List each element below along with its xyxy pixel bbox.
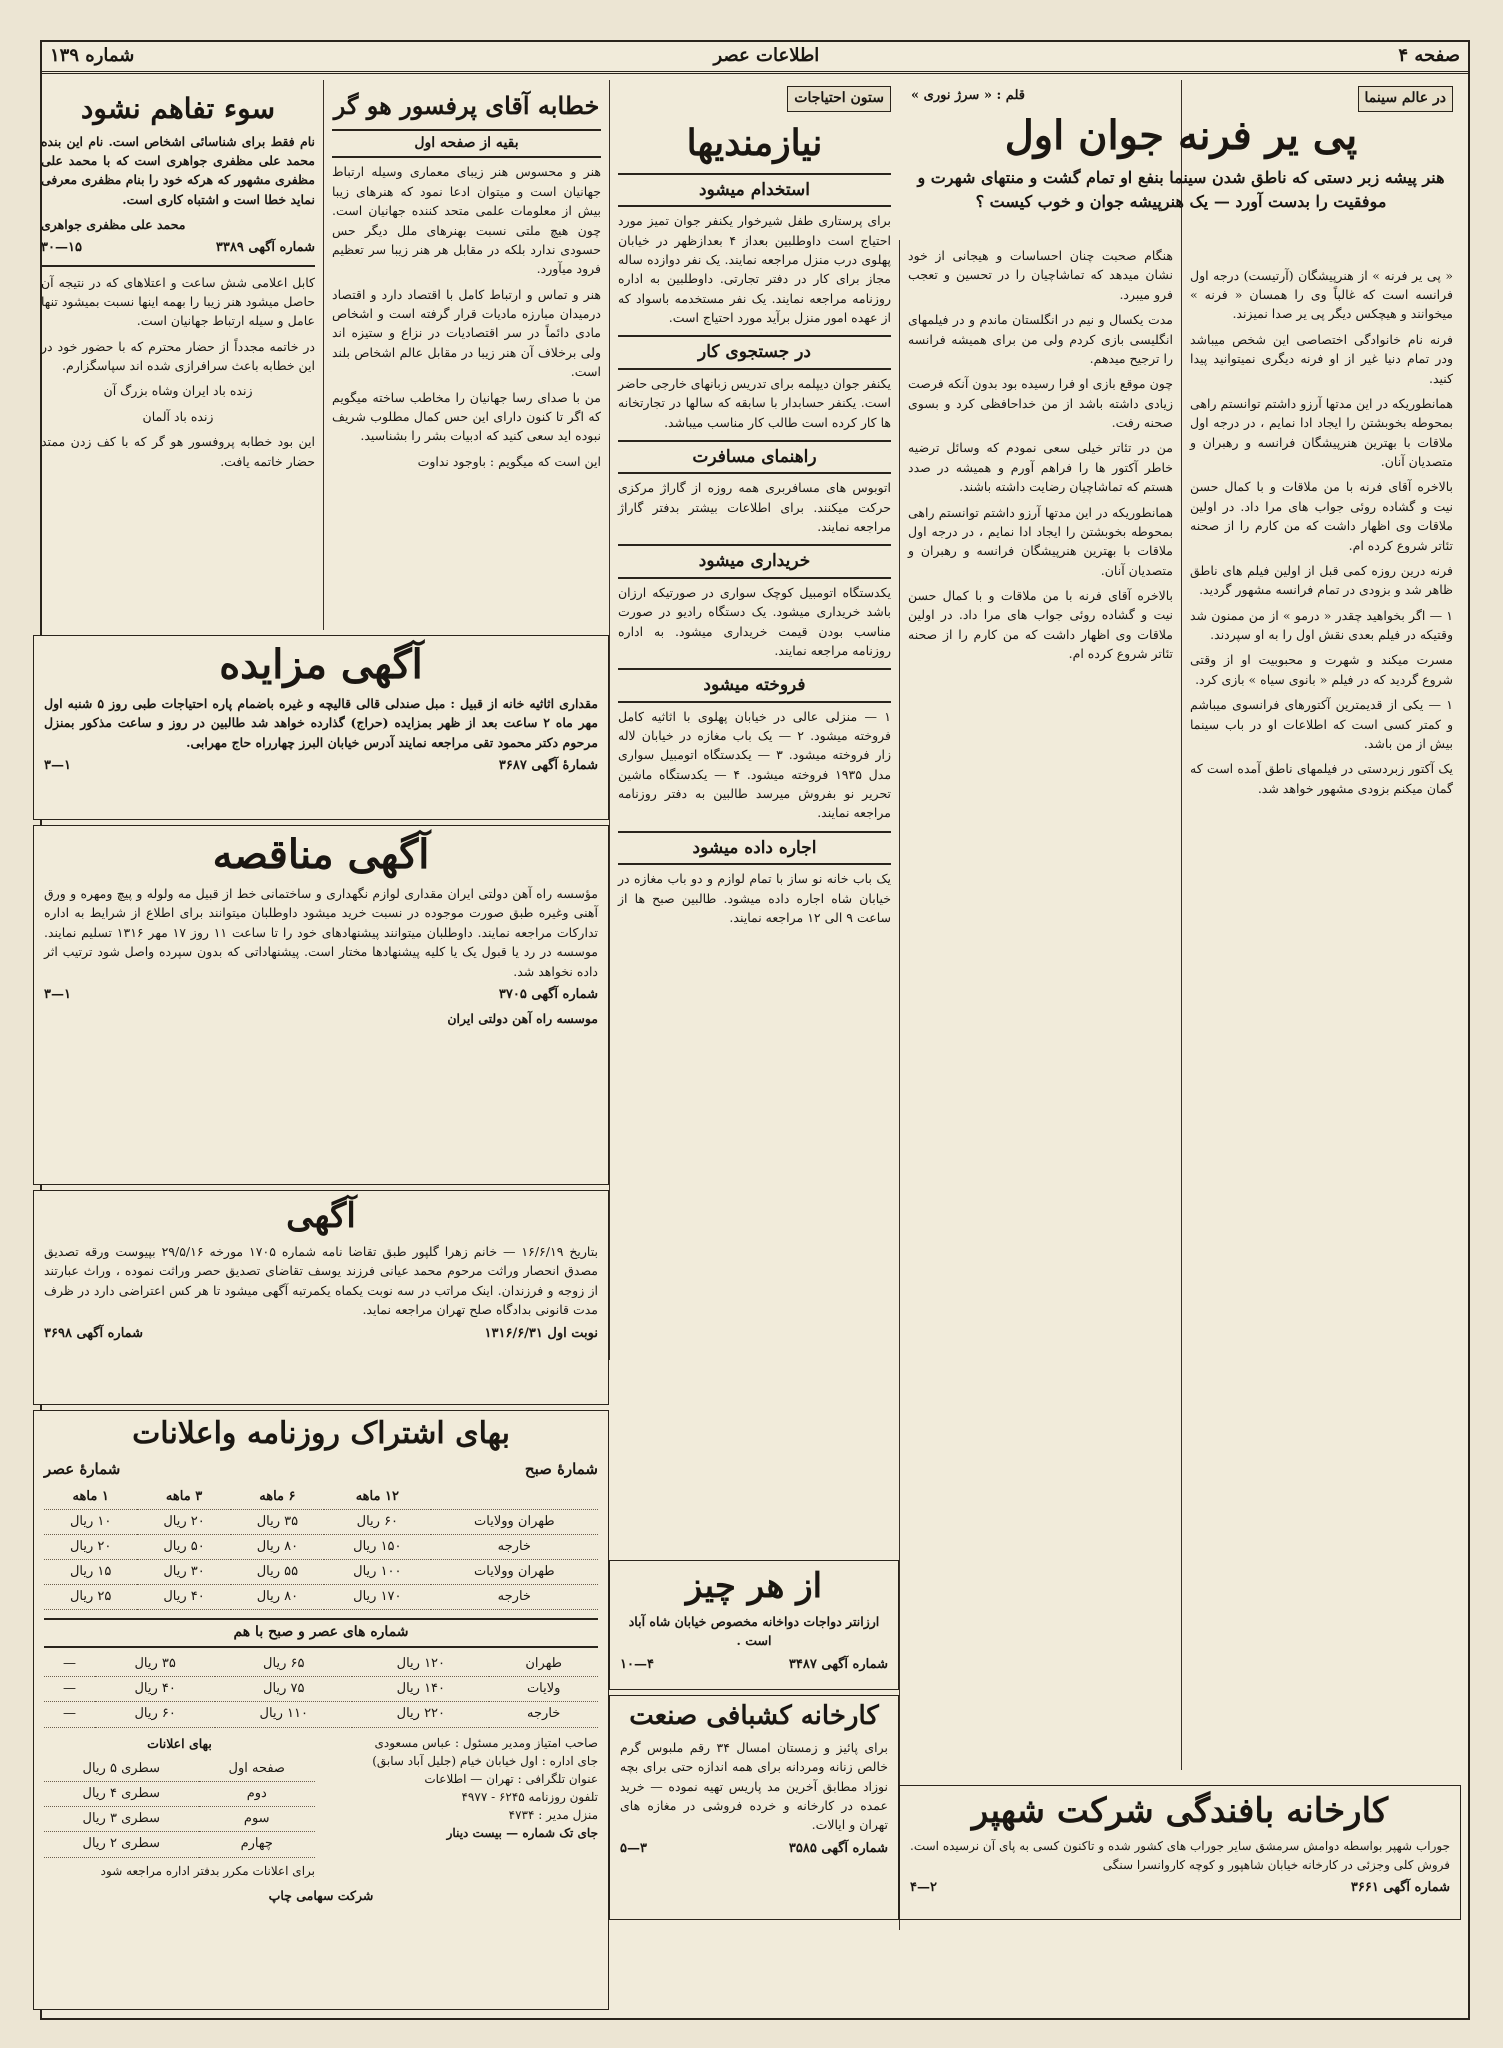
cinema-paragraph: ۱ — اگر بخواهید چقدر « درمو » از من ممنون شد وقتیکه در فیلم بعدی نقش اول را به او سپردند. [1190,607,1453,643]
cinema-paragraph: چون موقع بازی او فرا رسیده بود بدون آنکه فرصت زیادی داشته باشد از من خداحافظی کرد و بسوی صحنه رفت. [908,376,1173,430]
notice-text: نام فقط برای شناسائی اشخاص است. نام این بنده محمد علی مظفری جواهری است که با محمد علی مظفری مشهور که هرکه خود را بنام مظفری معرفی نماید خطا است و اشتباه کاری است. [41,133,315,207]
sale-text: ۱ — منزلی عالی در خیابان پهلوی با اثاثیه کامل فروخته میشود. ۲ — یک باب مغازه در خیابان لاله زار فروخته میشود. ۳ — یکدستگاه اتومبیل سواری مدل ۱۹۳۵ فروخته میشود. ۴ — یکدستگاه ماشین تحریر نو بفروش میرسد طالبین به دفتر روزنامه مراجعه نمایند. [618,708,892,821]
table-row [44,1535,598,1560]
table-cell: ۱۵ ریال [44,1560,137,1585]
cinema-paragraph: ۱ — یکی از قدیمترین آکتورهای فرانسوی میباشم و کمتر کسی است که اطلاعات او در باب سینما بیش از من باشد. [1190,697,1453,751]
table-cell: ولایات [489,1677,598,1702]
morning-edition-label: شمارهٔ صبح [524,1459,598,1478]
probate-ad-number: شماره آگهی ۳۶۹۸ [44,1325,144,1341]
shahpar-ad [899,1785,1461,1920]
page-number: صفحه ۴ [1398,45,1460,66]
speech-paragraph: من با صدای رسا جهانیان را مخاطب ساخته میگویم که اگر تا کنون دارای این حس کمال مطلوب شریف نبوده اید سعی کنید که ادبیات بشر را بشناسید. [332,389,601,444]
misc-ad-number: شماره آگهی ۳۴۸۷ [788,1656,888,1672]
knitting-factory-ad [609,1695,899,1920]
auction-title: آگهی مزایده [219,641,423,688]
auction-ad [33,635,609,820]
tender-title: آگهی مناقصه [212,831,430,878]
table-cell: ۴۰ ریال [137,1585,230,1610]
combined-rates-title: شماره های عصر و صبح با هم [44,1618,598,1648]
table-cell: ۴۰ ریال [95,1677,215,1702]
cinema-headline: پی یر فرنه جوان اول [1004,112,1358,160]
speech-paragraph: هنر و محسوس هنر زیبای معماری وسیله ارتباط جهانیان است و میتوان ادعا نمود که هنرهای زیبا بیش از معلومات علمی متحد کننده جهانیان است. چون هیچ ملتی نسبت بهنرهای ملل دیگر حس حسودی ندارد بلکه در مقابل هر هنر زیبا سر تعظیم فرود میآورد. [332,164,601,277]
job-search-text: یکنفر جوان دیپلمه برای تدریس زبانهای خارجی حاضر است. یکنفر حسابدار با سابقه که سالها در تجارتخانه ها کار کرده است طالب کار مناسب میباشد. [618,375,891,430]
masthead [40,40,1470,74]
table-cell: ۶۰ ریال [95,1702,215,1727]
tender-ad-number: شماره آگهی ۳۷۰۵ [498,986,598,1002]
evening-edition-label: شمارهٔ عصر [44,1459,121,1478]
table-cell: ۱۰۰ ریال [324,1560,431,1585]
misc-ad [609,1560,899,1690]
table-cell: ۳۵ ریال [95,1652,215,1677]
employment-title: استخدام میشود [618,173,891,207]
cinema-subhead: هنر پیشه زبر دستی که ناطق شدن سینما بنفع او تمام گشت و منتهای شهرت و موفقیت را بدست آورد — یک هنرپیشه جوان و خوب کیست ؟ [917,168,1445,212]
table-cell: ۶۰ ریال [324,1509,431,1534]
cinema-paragraph: بالاخره آقای فرنه با من ملاقات و با کمال حسن نیت و گشاده روئی جواب های مرا داد. در اولین ملاقات وی اظهار داشت که من کارم را از صحنه تئاتر شروع کرده ام. [908,588,1173,662]
table-cell: ۱۴۰ ریال [352,1677,489,1702]
morning-rates-table [44,1485,598,1611]
table-header: ۱ ماهه [44,1485,137,1510]
table-cell: طهران وولایات [431,1509,598,1534]
knitting-factory-text: برای پائیز و زمستان امسال ۳۴ رقم ملبوس گرم خالص زنانه ومردانه برای همه اندازه حتی برای بچه نوزاد مطابق آخرین مد پاریس تهیه نموده — خرید عمده در کارخانه و خرده فروشی در مغازه های تهران و ایالات. [620,1739,888,1833]
needs-headline: نیازمندیها [686,121,823,164]
colophon-telegraph: عنوان تلگرافی : تهران — اطلاعات [424,1771,598,1786]
table-row [44,1807,315,1832]
probate-text: بتاریخ ۱۶/۶/۱۹ — خانم زهرا گلپور طبق تقاضا نامه شماره ۱۷۰۵ مورخه ۲۹/۵/۱۶ بپیوست ورقه تصدیق مصدق انحصار وراثت مرحوم محمد عیانی فرزند یوسف تقاضای تصدیق حصر وراثت نموده ، وراث عبارتند از زوجه و فرزندان. اینک مراتب در سه نوبت یکماه یکمرتبه آگهی میشود تا هر کس اعتراضی دارد در ظرف مدت قانونی بدادگاه صلح تهران مراجعه نماید. [44,1244,598,1318]
cinema-paragraph: هنگام صحبت چنان احساسات و هیجانی از خود نشان میدهد که تماشاچیان را در تحسین و تعجب فرو میبرد. [908,248,1173,302]
speech-end-paragraph: کابل اعلامی شش ساعت و اعتلاهای که در نتیجه آن حاصل میشود هنر زیبا را بهمه اینها نسبت بمیشود تنها عامل و سیله ارتباط جهانیان است. [41,274,315,329]
table-cell: سطری ۲ ریال [44,1832,199,1857]
speech-paragraph: هنر و تماس و ارتباط کامل با اقتصاد دارد و اقتصاد درمیدان مبارزه مادیات قرار گرفته است و اشخاص مادی دائماً در سر اقتصادیات در نزاع و ستیزه اند ولی برخلاف آن هنر زیبا در مقابل عالم اشخاص بلند است. [332,286,601,380]
table-row [44,1702,598,1727]
needs-section-label: ستون احتیاجات [787,86,891,112]
table-cell: طهران وولایات [431,1560,598,1585]
table-cell: — [44,1702,95,1727]
tender-signer: موسسه راه آهن دولتی ایران [447,1011,598,1027]
table-cell: ۱۷۰ ریال [324,1585,431,1610]
table-cell: ۱۰ ریال [44,1509,137,1534]
table-cell: ۸۰ ریال [231,1535,324,1560]
table-cell: خارجه [431,1585,598,1610]
table-cell: ۲۰ ریال [44,1535,137,1560]
cinema-paragraph: فرنه درین روزه کمی قبل از اولین فیلم های ناطق ظاهر شد و بزودی در تمام فرانسه مشهور گردید. [1190,562,1453,598]
misc-ad-text: ارزانتر دواجات دواخانه مخصوص خیابان شاه آباد است . [628,1614,880,1649]
cinema-column-right [1181,80,1461,1770]
table-cell: خارجه [431,1535,598,1560]
cinema-paragraph: یک آکتور زبردستی در فیلمهای ناطق آمده است که گمان میکنم بزودی مشهور خواهد شد. [1190,761,1453,796]
speech-end-line: زنده باد آلمان [142,408,214,424]
probate-notice [33,1190,609,1405]
table-row [44,1560,598,1585]
probate-title: آگهی [286,1196,356,1236]
cinema-paragraph: « پی یر فرنه » از هنرپیشگان (آرتیست) درجه اول فرانسه است که غالباً وی را همسان « فرنه » میخوانند و هیچکس دیگر پی یر صدا نمیزند. [1190,267,1453,322]
printer-name: شرکت سهامی چاپ [268,1887,374,1903]
knitting-factory-title: کارخانه کشبافی صنعت [629,1701,879,1731]
table-cell: سوم [199,1807,316,1832]
table-cell: — [44,1677,95,1702]
ads-rates-title: بهای اعلانات [147,1735,212,1751]
cinema-section-label: در عالم سینما [1358,86,1453,112]
paper-name: اطلاعات عصر [713,45,820,66]
table-cell: — [44,1652,95,1677]
auction-ad-number: شمارهٔ آگهی ۳۶۸۷ [498,758,598,774]
table-header [431,1485,598,1510]
table-cell: ۲۲۰ ریال [352,1702,489,1727]
employment-text: برای پرستاری طفل شیرخوار یکنفر جوان تمیز مورد احتیاج است داوطلبین بعداز ۴ بعدازظهر در خیابان پهلوی درب منزل مراجعه نمایند. یک نفر دوازده ساله مجاز برای کار در دفتر تجارتی. داوطلبین به اداره روزنامه مراجعه نمایند. یک نفر مستخدمه باسواد که از عهده امور منزل برآید مورد احتیاج است. [618,213,891,326]
colophon-owner: صاحب امتیاز ومدیر مسئول : عباس مسعودی [374,1735,598,1750]
job-search-title: در جستجوی کار [618,335,891,369]
speech-headline: خطابه آقای پرفسور هو گر [333,91,600,120]
table-row [44,1652,598,1677]
table-row [44,1757,315,1782]
misc-ad-title: از هر چیز [685,1566,823,1606]
table-cell: خارجه [489,1702,598,1727]
rent-text: یک باب خانه نو ساز با تمام لوازم و دو باب مغازه در خیابان شاه اجاره داده میشود. طالبین صبح ها از ساعت ۹ الی ۱۲ مراجعه نمایند. [618,871,891,925]
table-cell: طهران [489,1652,598,1677]
knitting-factory-code: ۳—۵ [620,1840,647,1856]
cinema-paragraph: فرنه نام خانوادگی اختصاصی این شخص میباشد ودر تمام دنیا غیر از او فرنه دیگری نمیتوانید پیدا کنید. [1190,331,1453,386]
notice-ad-code: ۱۵—۳۰ [41,240,82,256]
table-header: ۱۲ ماهه [324,1485,431,1510]
table-cell: ۲۵ ریال [44,1585,137,1610]
table-cell: دوم [199,1782,316,1807]
table-row [44,1832,315,1857]
table-cell: ۶۵ ریال [215,1652,352,1677]
auction-text: مقداری اثاثیه خانه از قبیل : مبل صندلی قالی قالیچه و غیره باضمام پاره احتیاجات طبی روز ۵ شنبه اول مهر ماه ۲ ساعت بعد از ظهر بمزایده (حراج) گذارده خواهد شد طالبین در روز و ساعت مذکور بمنزل مرحوم دکتر محمود تقی مراجعه نمایند آدرس خیابان البرز چهارراه حاج مهرابی. [44,696,599,750]
cinema-paragraph: من در تئاتر خیلی سعی نمودم که وسائل ترضیه خاطر آکتور ها را فراهم آورم و همیشه در صدد هستم که تماشاچیان رضایت داشته باشند. [908,440,1173,495]
table-row [44,1585,598,1610]
table-header: ۳ ماهه [137,1485,230,1510]
classifieds-column [609,80,899,1360]
travel-title: راهنمای مسافرت [618,440,891,474]
notice-ad-number: شماره آگهی ۳۳۸۹ [215,240,315,256]
table-cell: سطری ۳ ریال [44,1807,199,1832]
sale-title: فروخته میشود [618,668,891,702]
cinema-paragraph: مدت یکسال و نیم در انگلستان ماندم و در فیلمهای انگلیسی بازی کردم ولی من برای همیشه فرانسه را ترجیح میدهم. [908,312,1173,366]
speech-continued-label: بقیه از صفحه اول [332,129,601,159]
probate-note: نوبت اول ۱۳۱۶/۶/۳۱ [484,1325,598,1341]
table-cell: ۵۰ ریال [137,1535,230,1560]
auction-ad-code: ۱—۳ [44,758,71,774]
shahpar-ad-title: کارخانه بافندگی شرکت شهپر [971,1791,1389,1831]
tender-ad-code: ۱—۳ [44,986,71,1002]
cinema-column-left [899,240,1181,1930]
issue-number: شماره ۱۳۹ [50,45,135,66]
table-cell: ۲۰ ریال [137,1509,230,1534]
speech-end-line: زنده باد ایران وشاه بزرگ آن [103,383,253,399]
cinema-paragraph: مسرت میکند و شهرت و محبوبیت او از وقتی شروع گردید که در فیلم « بانوی سیاه » بازی کرد. [1190,652,1453,687]
colophon-single-price: جای تک شماره — بیست دینار [446,1825,598,1840]
table-cell: ۳۵ ریال [231,1509,324,1534]
speech-paragraph: این است که میگویم : باوجود نداوت [417,453,601,469]
colophon-address: جای اداره : اول خیابان خیام (جلیل آباد سابق) [372,1753,598,1768]
cinema-byline: قلم : « سرژ نوری » [911,88,1025,103]
table-cell: ۱۵۰ ریال [324,1535,431,1560]
ads-rates-table [44,1757,315,1858]
table-row [44,1677,598,1702]
travel-text: اتوبوس های مسافربری همه روزه از گاراژ مرکزی حرکت میکنند. برای اطلاعات بیشتر بدفتر گاراژ مراجعه نمایند. [618,480,891,535]
buyer-text: یکدستگاه اتومبیل کوچک سواری در صورتیکه ارزان باشد خریداری میشود. یک دستگاه رادیو در صورت مناسب بودن قیمت خریداری میشود. به اداره روزنامه مراجعه نمایند. [618,584,891,658]
speech-end-paragraph: در خاتمه مجدداً از حضار محترم که با حضور خود در این خطابه باعث سرافرازی شده اند سپاسگزارم. [41,338,315,374]
table-cell: ۸۰ ریال [231,1585,324,1610]
speech-column [323,80,609,630]
table-cell: چهارم [199,1832,316,1857]
rent-title: اجاره داده میشود [618,831,891,865]
shahpar-ad-text: جوراب شهپر بواسطه دوامش سرمشق سایر جوراب های کشور شده و تاکنون کسی به پای آن نرسیده است. فروش کلی وجزئی در کارخانه خیابان شاهپور و کوچه کاروانسرا سنگی [910,1839,1450,1872]
shahpar-ad-code: ۲—۴ [910,1880,937,1896]
table-header: ۶ ماهه [231,1485,324,1510]
table-cell: ۱۱۰ ریال [215,1702,352,1727]
table-cell: ۱۲۰ ریال [352,1652,489,1677]
cinema-paragraph: بالاخره آقای فرنه با من ملاقات و با کمال حسن نیت و گشاده روئی جواب های مرا داد. در اولین ملاقات وی اظهار داشت که من کارم را از صحنه تئاتر شروع کرده ام. [1190,479,1453,553]
tender-text: مؤسسه راه آهن دولتی ایران مقداری لوازم نگهداری و ساختمانی خط از قبیل مه ولوله و پیچ ومهره و ورق آهنی وغیره طبق صورت موجوده در نسبت خرید میشود داوطلبان میتوانند برای اطلاع از شرایط به اداره تدارکات مراجعه نمایند. داوطلبان میتوانند پیشنهادهای خود را تا ساعت ۱۱ روز ۱۷ مهر ۱۳۱۶ تسلیم نمایند. موسسه در رد یا قبول یک یا کلیه پیشنهادها مختار است. پیشنهاداتی که بدون سپرده واصل شود ترتیب اثر داده نخواهد شد. [44,886,598,979]
notice-signature: محمد علی مظفری جواهری [41,217,186,233]
table-row [44,1509,598,1534]
buyer-title: خریداری میشود [618,544,891,578]
subscription-rates [33,1410,609,2010]
table-cell: سطری ۴ ریال [44,1782,199,1807]
table-cell: صفحه اول [199,1757,316,1782]
table-cell: ۵۵ ریال [231,1560,324,1585]
cinema-paragraph: همانطوریکه در این مدتها آرزو داشتم توانستم راهی بمحوطه بخوبشتن را ایجاد ادا نمایم ، در درجه اول ملاقات با بهترین هنرپیشگان فرانسه و رهبران و متصدیان آنان. [1190,395,1453,470]
rates-title: بهای اشتراک روزنامه واعلانات [132,1416,510,1451]
combined-rates-table [44,1652,598,1727]
speech-end-paragraph: این بود خطابه پروفسور هو گر که با کف زدن ممتد حضار خاتمه یافت. [41,434,315,469]
misc-ad-code: ۴—۱۰ [620,1656,654,1672]
notice-title: سوء تفاهم نشود [80,92,276,125]
table-cell: ۷۵ ریال [215,1677,352,1702]
tender-ad [33,825,609,1185]
cinema-paragraph: همانطوریکه در این مدتها آرزو داشتم توانستم راهی بمحوطه بخوبشتن را ایجاد ادا نمایم ، در درجه اول ملاقات با بهترین هنرپیشگان فرانسه و رهبران و متصدیان آنان. [908,504,1173,578]
colophon-manager-phone: منزل مدیر : ۴۷۳۴ [508,1807,598,1822]
table-row [44,1782,315,1807]
notice-column [33,80,323,630]
shahpar-ad-number: شماره آگهی ۳۶۶۱ [1350,1880,1450,1896]
table-cell: سطری ۵ ریال [44,1757,199,1782]
colophon-phones: تلفون روزنامه ۶۲۴۵ - ۴۹۷۷ [461,1789,598,1804]
cinema-headline-box [901,80,1461,230]
table-cell: ۳۰ ریال [137,1560,230,1585]
knitting-factory-number: شماره آگهی ۳۵۸۵ [788,1840,888,1856]
ads-note: برای اعلانات مکرر بدفتر اداره مراجعه شود [100,1863,315,1878]
